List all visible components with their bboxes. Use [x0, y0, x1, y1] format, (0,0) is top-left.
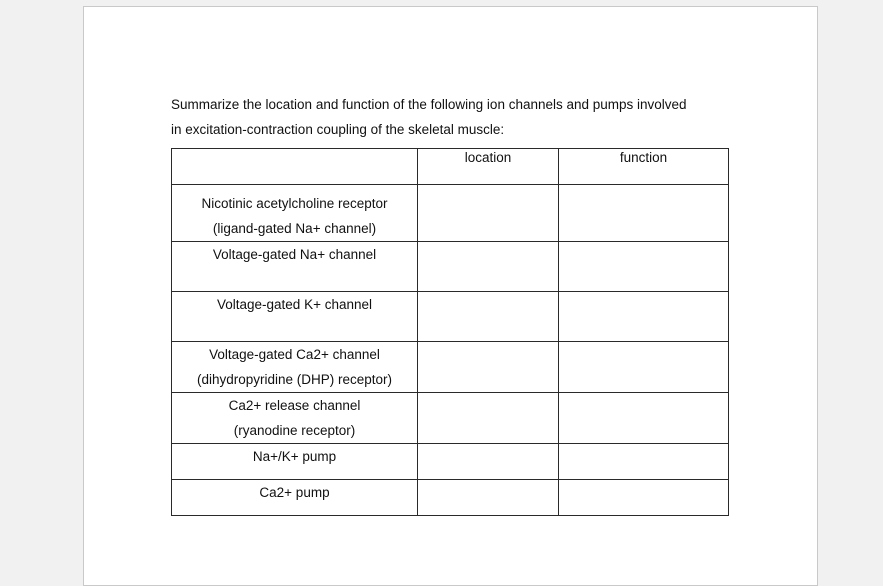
channel-name-cell [172, 444, 418, 480]
location-cell[interactable] [418, 292, 559, 342]
channel-name-line: Ca2+ pump [259, 485, 330, 500]
channel-name-subline: (ligand-gated Na+ channel) [212, 221, 377, 236]
function-cell[interactable] [559, 480, 729, 516]
table-row [172, 242, 729, 292]
table-row [172, 185, 729, 242]
channel-name-cell [172, 480, 418, 516]
instructions-line-2: in excitation-contraction coupling of the skeletal muscle: [171, 122, 505, 137]
location-cell[interactable] [418, 242, 559, 292]
header-location: location [418, 149, 559, 185]
location-cell[interactable] [418, 342, 559, 393]
function-cell[interactable] [559, 393, 729, 444]
table-row [172, 342, 729, 393]
channel-name-line: Na+/K+ pump [252, 449, 337, 464]
channel-name-cell [172, 393, 418, 444]
table-row [172, 393, 729, 444]
function-cell[interactable] [559, 342, 729, 393]
instructions-line-1: Summarize the location and function of the following ion channels and pumps involved [171, 97, 687, 112]
ion-channel-table [171, 148, 729, 516]
location-cell[interactable] [418, 444, 559, 480]
function-cell[interactable] [559, 242, 729, 292]
header-function: function [559, 149, 729, 185]
channel-name-line: Voltage-gated K+ channel [217, 297, 372, 312]
channel-name-cell [172, 292, 418, 342]
channel-name-subline: (ryanodine receptor) [233, 423, 356, 438]
location-cell[interactable] [418, 185, 559, 242]
channel-name-cell [172, 342, 418, 393]
instructions-paragraph [171, 92, 751, 142]
table-row [172, 480, 729, 516]
table-row [172, 292, 729, 342]
table-header-row [172, 149, 729, 185]
function-cell[interactable] [559, 185, 729, 242]
header-blank-cell [172, 149, 418, 185]
location-cell[interactable] [418, 480, 559, 516]
channel-name-cell [172, 185, 418, 242]
document-page [83, 6, 818, 586]
function-cell[interactable] [559, 292, 729, 342]
location-cell[interactable] [418, 393, 559, 444]
channel-name-cell [172, 242, 418, 292]
channel-name-line: Nicotinic acetylcholine receptor [201, 196, 388, 211]
channel-name-line: Voltage-gated Ca2+ channel [209, 347, 380, 362]
channel-name-line: Voltage-gated Na+ channel [212, 247, 377, 262]
channel-name-subline: (dihydropyridine (DHP) receptor) [196, 372, 393, 387]
function-cell[interactable] [559, 444, 729, 480]
table-row [172, 444, 729, 480]
channel-name-line: Ca2+ release channel [228, 398, 361, 413]
